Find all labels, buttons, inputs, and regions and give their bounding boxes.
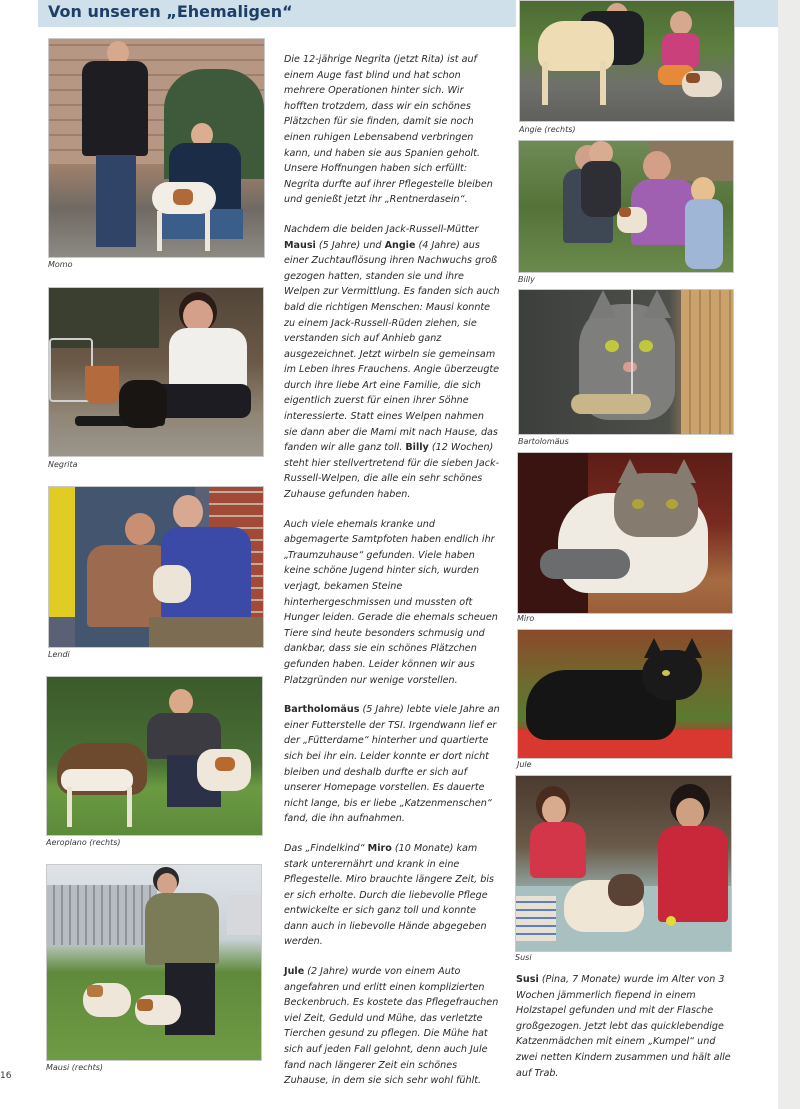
caption-susi: Susi: [515, 953, 532, 962]
photo-negrita: [48, 287, 264, 457]
paragraph-miro: Das „Findelkind“ Miro (10 Monate) kam stark unterernährt und krank in eine Pflegestelle. Miro brauchte längere Zeit, bis er sich erholte. Durch die liebevolle Pflege entwickelte er sich ganz toll und konnte dann auch in liebevolle Hände abgegeben werden.: [284, 842, 495, 948]
caption-bartolomaeus: Bartolomäus: [518, 437, 569, 446]
photo-jule: [517, 629, 733, 759]
paragraph-samtpfoten: Auch viele ehemals kranke und abgemagerte Samtpfoten haben endlich ihr „Traumzuhause“ gefunden. Viele haben keine schöne Jugend hinter sich, wurden verjagt, bekamen Steine hinterhergeschmissen und mussten oft Hunger leiden. Gerade die ehemals scheuen Tiere sind heute besonders schmusig und dankbar, dass sie ein schönes Plätzchen gefunden haben. Leider können wir aus Platzgründen nur wenige vorstellen.: [284, 518, 498, 686]
photo-billy: [518, 140, 734, 273]
article-text: [284, 52, 500, 1103]
name-mausi: Mausi: [284, 239, 316, 251]
caption-angie: Angie (rechts): [519, 125, 576, 134]
section-header: [38, 0, 516, 27]
photo-angie: [519, 0, 735, 122]
paragraph-susi: Susi (Pina, 7 Monate) wurde im Alter von 3 Wochen jämmerlich fiepend in einem Holzstapel gefunden und mit der Flasche großgezogen. Jetzt lebt das quicklebendige Katzenmädchen mit einem „Kumpel“ und zwei netten Kindern zusammen und hält alle auf Trab.: [516, 974, 731, 1079]
name-jule: Jule: [284, 966, 305, 978]
page-number: 16: [0, 1071, 12, 1081]
header-band-right: [734, 0, 778, 27]
paragraph-mausi-angie: Nachdem die beiden Jack-Russell-Mütter Mausi (5 Jahre) und Angie (4 Jahre) aus einer Zuchtauflösung ihren Nachwuchs groß gezogen hatten, standen sie und ihre Welpen zur Vermittlung. Es fanden sich auch bald die richtigen Menschen: Mausi konnte zu einem Jack-Russell-Rüden ziehen, sie verstanden sich auf Anhieb ganz ausgezeichnet. Jetzt wirbeln sie gemeinsam im Leben ihres Frauchens. Angie überzeugte durch ihre liebe Art eine Familie, die sich eigentlich zuerst für einen ihrer Söhne interessierte. Statt eines Welpen nahmen sie dann aber die Mami mit nach Hause, das fanden wir alle ganz toll. Billy (12 Wochen) steht hier stellvertretend für die sieben Jack-Russell-Welpen, die alle ein sehr schönes Zuhause gefunden haben.: [284, 223, 500, 501]
name-susi: Susi: [516, 974, 539, 985]
page-edge: [778, 0, 800, 1109]
photo-momo: [48, 38, 265, 258]
caption-aeroplano: Aeroplano (rechts): [46, 838, 121, 847]
photo-aeroplano: [46, 676, 263, 836]
caption-billy: Billy: [518, 275, 535, 284]
name-angie: Angie: [384, 239, 416, 251]
name-billy: Billy: [405, 442, 429, 454]
article-text-susi: [516, 972, 734, 1095]
photo-susi: [515, 775, 732, 952]
caption-jule: Jule: [517, 760, 532, 769]
caption-mausi: Mausi (rechts): [46, 1063, 104, 1072]
caption-momo: Momo: [48, 260, 73, 269]
photo-mausi: [46, 864, 262, 1061]
page-title: Von unseren „Ehemaligen“: [48, 2, 293, 21]
caption-negrita: Negrita: [48, 460, 78, 469]
paragraph-negrita: Die 12-jährige Negrita (jetzt Rita) ist auf einem Auge fast blind und hat schon mehrere Operationen hinter sich. Wir hofften trotzdem, dass wir ein schönes Plätzchen für sie finden, damit sie noch einen ruhigen Lebensabend verbringen kann, und haben sie aus Spanien geholt. Unsere Hoffnungen haben sich erfüllt: Negrita durfte auf ihrer Pflegestelle bleiben und genießt jetzt ihr „Rentnerdasein“.: [284, 54, 493, 206]
paragraph-bartholomaeus: Bartholomäus (5 Jahre) lebte viele Jahre an einer Futterstelle der TSI. Irgendwann lief er der „Fütterdame“ hinterher und quartierte sich bei ihr ein. Leider konnte er dort nicht bleiben und deshalb durfte er sich auf unserer Homepage vorstellen. Es dauerte nicht lange, bis er liebe „Katzenmenschen“ fand, die ihn aufnahmen.: [284, 704, 500, 825]
photo-bartolomaeus: [518, 289, 734, 435]
caption-lendi: Lendi: [48, 650, 70, 659]
name-bartholomaeus: Bartholomäus: [284, 704, 360, 716]
caption-miro: Miro: [517, 614, 535, 623]
name-miro: Miro: [367, 842, 392, 854]
paragraph-jule: Jule (2 Jahre) wurde von einem Auto angefahren und erlitt einen komplizierten Beckenbruch. Es kostete das Pflegefrauchen viel Zeit, Geduld und Mühe, das verletzte Tierchen gesund zu pflegen. Die Mühe hat sich auf jeden Fall gelohnt, denn auch Jule fand nach längerer Zeit ein schönes Zuhause, in dem sie sich sehr wohl fühlt.: [284, 966, 499, 1087]
photo-miro: [517, 452, 733, 614]
photo-lendi: [48, 486, 264, 648]
